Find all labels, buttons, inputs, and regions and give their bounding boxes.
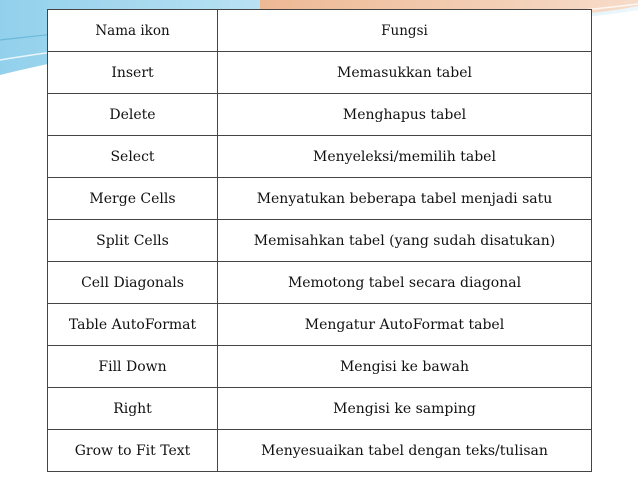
function-cell: Memisahkan tabel (yang sudah disatukan) bbox=[218, 220, 592, 262]
icon-name-cell: Cell Diagonals bbox=[48, 262, 218, 304]
table-row bbox=[48, 178, 592, 220]
function-cell: Memasukkan tabel bbox=[218, 52, 592, 94]
function-cell: Menghapus tabel bbox=[218, 94, 592, 136]
table-row bbox=[48, 388, 592, 430]
table-row bbox=[48, 304, 592, 346]
icon-name-cell: Split Cells bbox=[48, 220, 218, 262]
table-row bbox=[48, 94, 592, 136]
table-row bbox=[48, 52, 592, 94]
table-row bbox=[48, 346, 592, 388]
function-cell: Memotong tabel secara diagonal bbox=[218, 262, 592, 304]
function-cell: Mengisi ke samping bbox=[218, 388, 592, 430]
table-row bbox=[48, 430, 592, 472]
icon-name-cell: Select bbox=[48, 136, 218, 178]
function-cell: Menyatukan beberapa tabel menjadi satu bbox=[218, 178, 592, 220]
table-header-row bbox=[48, 10, 592, 52]
icon-name-cell: Insert bbox=[48, 52, 218, 94]
icon-name-cell: Grow to Fit Text bbox=[48, 430, 218, 472]
function-table-container bbox=[47, 9, 591, 465]
header-nama-ikon: Nama ikon bbox=[48, 10, 218, 52]
header-fungsi: Fungsi bbox=[218, 10, 592, 52]
icon-name-cell: Fill Down bbox=[48, 346, 218, 388]
icon-name-cell: Table AutoFormat bbox=[48, 304, 218, 346]
function-cell: Menyesuaikan tabel dengan teks/tulisan bbox=[218, 430, 592, 472]
function-cell: Mengatur AutoFormat tabel bbox=[218, 304, 592, 346]
table-row bbox=[48, 220, 592, 262]
function-cell: Mengisi ke bawah bbox=[218, 346, 592, 388]
icon-name-cell: Merge Cells bbox=[48, 178, 218, 220]
function-cell: Menyeleksi/memilih tabel bbox=[218, 136, 592, 178]
icon-function-table bbox=[47, 9, 592, 472]
table-row bbox=[48, 262, 592, 304]
icon-name-cell: Right bbox=[48, 388, 218, 430]
table-row bbox=[48, 136, 592, 178]
icon-name-cell: Delete bbox=[48, 94, 218, 136]
